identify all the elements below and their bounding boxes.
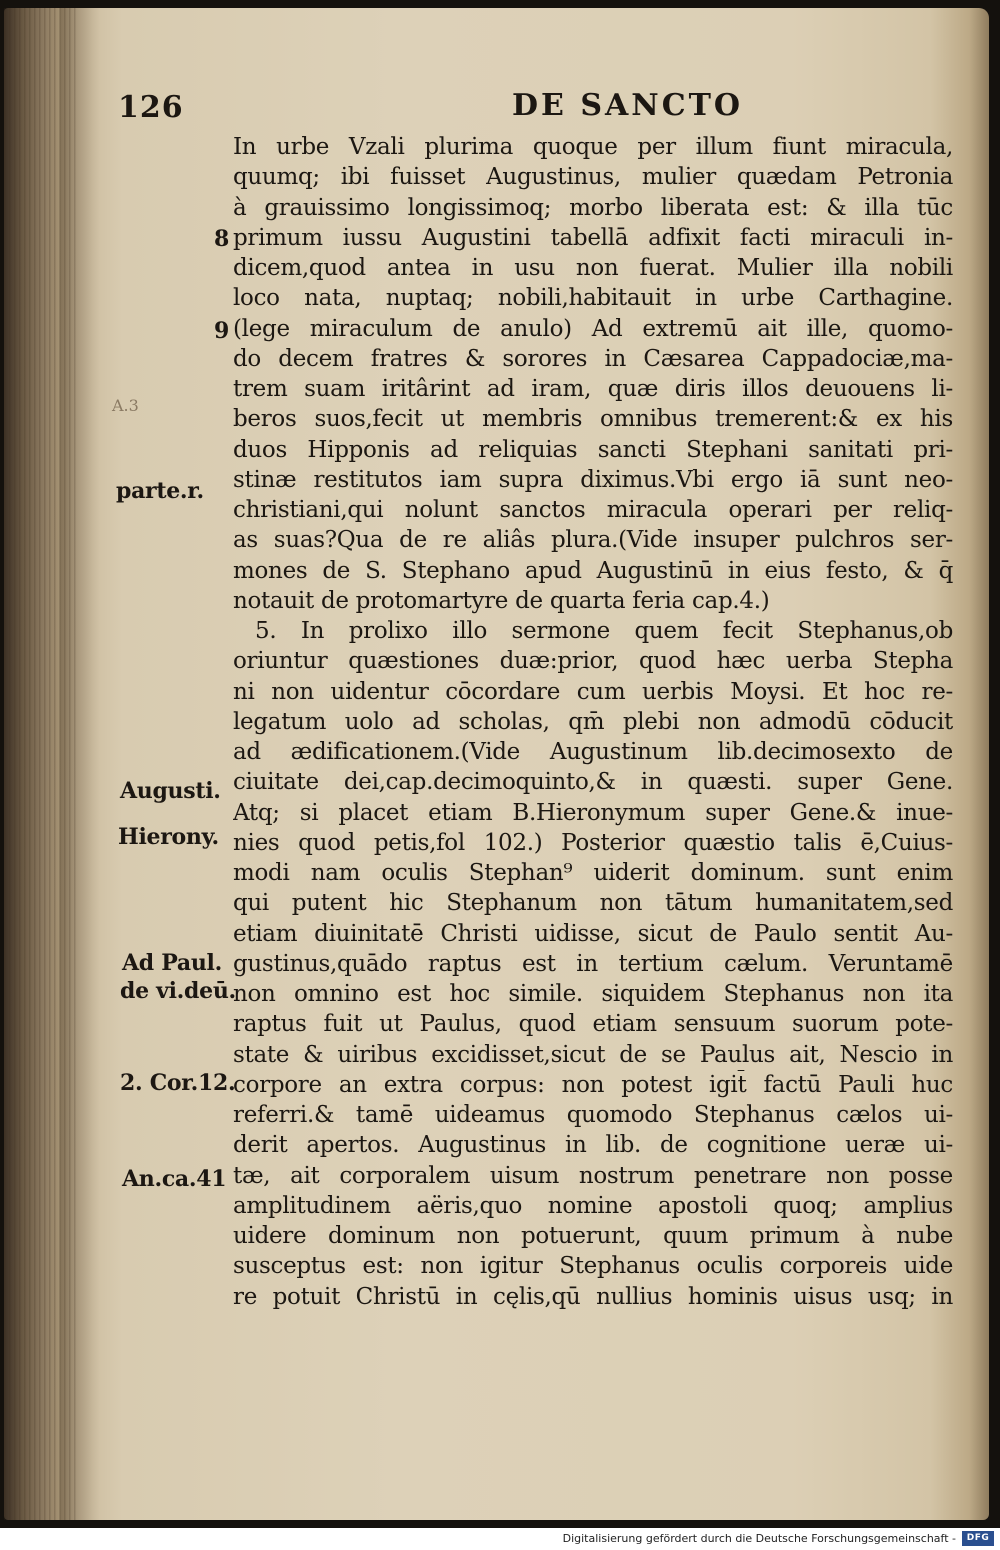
text-line: ad ædificationem.(Vide Augustinum lib.decimosexto de [233,739,953,765]
line-number: 9 [214,318,230,344]
text-line: raptus fuit ut Paulus, quod etiam sensuum suorum pote- [233,1011,953,1038]
margin-note: Ad Paul. [122,950,222,976]
footer-credit: Digitalisierung gefördert durch die Deutsche Forschungsgemeinschaft - [562,1532,956,1545]
text-line: dicem,quod antea in usu non fuerat. Mulier illa nobili [233,255,953,281]
margin-note: Hierony. [118,824,219,850]
text-line: do decem fratres & sorores in Cæsarea Cappadociæ,ma- [233,345,953,372]
text-line: non omnino est hoc simile. siquidem Stephanus non ita [233,981,953,1007]
text-line: as suas?Qua de re aliâs plura.(Vide insuper pulchros ser- [233,527,953,554]
text-line: uidere dominum non potuerunt, quum primum à nube [233,1223,953,1249]
text-line: tæ, ait corporalem uisum nostrum penetrare non posse [233,1162,953,1189]
text-line: trem suam iritârint ad iram, quæ diris illos deuouens li- [233,376,953,402]
text-line: etiam diuinitatē Christi uidisse, sicut de Paulo sentit Au- [233,920,953,947]
text-line: à grauissimo longissimoq; morbo liberata est: & illa tūc [233,194,953,221]
margin-note: An.ca.41 [122,1166,227,1192]
line-number: 8 [214,226,230,252]
text-line: stinæ restitutos iam supra diximus.Vbi ergo iā sunt neo- [233,466,953,493]
text-line: (lege miraculum de anulo) Ad extremū ait ille, quomo- [233,315,953,342]
text-line: derit apertos. Augustinus in lib. de cognitione ueræ ui- [233,1132,953,1159]
text-line: susceptus est: non igitur Stephanus oculis corporeis uide [233,1253,953,1280]
dfg-logo[interactable]: DFG [962,1531,994,1546]
gutter-shadow [60,8,100,1520]
running-head: DE SANCTO [512,88,744,123]
text-line: mones de S. Stephano apud Augustinū in eius festo, & q̄ [233,557,953,584]
text-line: oriuntur quæstiones duæ:prior, quod hæc uerba Stepha [233,648,953,675]
text-line: ni non uidentur cōcordare cum uerbis Moysi. Et hoc re- [233,678,953,705]
text-line: gustinus,quādo raptus est in tertium cælum. Veruntamē [233,950,953,977]
text-line: amplitudinem aëris,quo nomine apostoli quoq; amplius [233,1192,953,1219]
text-line: modi nam oculis Stephan⁹ uiderit dominum. sunt enim [233,860,953,886]
library-mark: A.3 [112,396,139,415]
page-number: 126 [118,90,184,125]
text-line: beros suos,fecit ut membris omnibus tremerent:& ex his [233,406,953,433]
text-line: 5. In prolixo illo sermone quem fecit Stephanus,ob [255,618,953,644]
text-line: legatum uolo ad scholas, qm̄ plebi non admodū cōducit [233,708,953,735]
text-line: In urbe Vzali plurima quoque per illum fiunt miracula, [233,134,953,160]
text-line: corpore an extra corpus: non potest igit̄ factū Pauli huc [233,1071,953,1098]
margin-note: de vi.deū. [120,978,236,1004]
text-line: re potuit Christū in cęlis,qū nullius hominis uisus usq; in [233,1283,953,1310]
text-line: quumq; ibi fuisset Augustinus, mulier quædam Petronia [233,164,953,191]
margin-note: 2. Cor.12. [120,1070,236,1096]
margin-note: parte.r. [116,478,204,504]
text-line: qui putent hic Stephanum non tātum humanitatem,sed [233,890,953,917]
margin-note: Augusti. [120,778,221,804]
text-line: Atq; si placet etiam B.Hieronymum super Gene.& inue- [233,799,953,826]
footer-bar [0,1528,1000,1550]
text-line: nies quod petis,fol 102.) Posterior quæstio talis ē,Cuius- [233,829,953,856]
text-line: duos Hipponis ad reliquias sancti Stephani sanitati pri- [233,436,953,463]
main-text-block [233,132,953,1312]
text-line: loco nata, nuptaq; nobili,habitauit in urbe Carthagine. [233,285,953,312]
text-line: ciuitate dei,cap.decimoquinto,& in quæsti. super Gene. [233,769,953,796]
text-line: notauit de protomartyre de quarta feria cap.4.) [233,587,770,614]
text-line: state & uiribus excidisset,sicut de se Paulus ait, Nescio in [233,1041,953,1068]
text-line: primum iussu Augustini tabellā adfixit facti miraculi in- [233,224,953,251]
text-line: christiani,qui nolunt sanctos miracula operari per reliq- [233,497,953,523]
text-line: referri.& tamē uideamus quomodo Stephanus cælos ui- [233,1102,953,1128]
